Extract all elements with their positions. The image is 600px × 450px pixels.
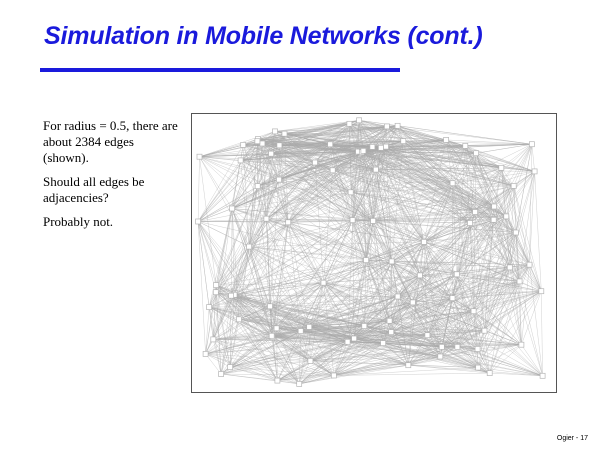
graph-node	[371, 218, 376, 223]
graph-node	[511, 183, 516, 188]
graph-node	[237, 317, 242, 322]
graph-node	[471, 309, 476, 314]
graph-node	[277, 143, 282, 148]
graph-node	[273, 129, 278, 134]
graph-node	[378, 145, 383, 150]
graph-edge-set	[198, 120, 542, 384]
graph-node	[228, 365, 233, 370]
graph-node	[275, 378, 280, 383]
graph-node	[410, 300, 415, 305]
graph-node	[214, 283, 219, 288]
graph-node	[255, 184, 260, 189]
graph-node	[468, 221, 473, 226]
paragraph-question: Should all edges be adjacencies?	[43, 174, 145, 205]
graph-node	[513, 230, 518, 235]
graph-node	[331, 373, 336, 378]
graph-node	[247, 244, 252, 249]
graph-node	[387, 318, 392, 323]
network-graph-frame	[191, 113, 557, 393]
graph-node	[507, 265, 512, 270]
graph-node	[384, 144, 389, 149]
graph-node	[454, 272, 459, 277]
graph-node	[211, 337, 216, 342]
graph-node	[269, 151, 274, 156]
graph-node	[450, 181, 455, 186]
graph-node	[241, 142, 246, 147]
slide-footer: Ogier - 17	[556, 435, 588, 442]
graph-node	[517, 279, 522, 284]
graph-node	[370, 144, 375, 149]
graph-node	[207, 305, 212, 310]
paragraph-answer: Probably not.	[43, 214, 114, 229]
graph-node	[277, 177, 282, 182]
graph-node	[401, 139, 406, 144]
graph-node	[422, 239, 427, 244]
graph-node	[328, 142, 333, 147]
graph-node	[439, 344, 444, 349]
graph-node	[362, 324, 367, 329]
graph-node	[361, 148, 366, 153]
graph-node	[255, 139, 260, 144]
graph-node	[229, 293, 234, 298]
graph-node	[487, 371, 492, 376]
graph-node	[395, 123, 400, 128]
graph-node	[395, 294, 400, 299]
graph-node	[268, 304, 273, 309]
graph-node	[197, 154, 202, 159]
graph-node	[455, 344, 460, 349]
graph-node	[345, 339, 350, 344]
graph-node	[364, 258, 369, 263]
graph-node	[389, 259, 394, 264]
slide-title: Simulation in Mobile Networks (cont.)	[44, 22, 483, 50]
graph-node	[269, 333, 274, 338]
graph-node	[264, 216, 269, 221]
graph-node	[463, 143, 468, 148]
graph-node	[476, 365, 481, 370]
graph-node	[450, 296, 455, 301]
graph-node	[491, 217, 496, 222]
graph-edges	[198, 120, 542, 384]
graph-node	[213, 290, 218, 295]
graph-node	[348, 190, 353, 195]
graph-node	[499, 165, 504, 170]
graph-node	[425, 333, 430, 338]
graph-node	[406, 363, 411, 368]
graph-node	[238, 158, 243, 163]
graph-node	[357, 118, 362, 123]
graph-node	[274, 326, 279, 331]
title-underline	[40, 68, 400, 72]
graph-node	[389, 330, 394, 335]
graph-node	[373, 167, 378, 172]
graph-node	[307, 324, 312, 329]
graph-node	[282, 131, 287, 136]
graph-node	[286, 220, 291, 225]
graph-node	[350, 218, 355, 223]
graph-node	[352, 336, 357, 341]
graph-node	[260, 141, 265, 146]
graph-node	[474, 151, 479, 156]
graph-node	[504, 214, 509, 219]
graph-node	[417, 273, 422, 278]
graph-node	[347, 121, 352, 126]
graph-node	[298, 329, 303, 334]
graph-node	[539, 289, 544, 294]
graph-node	[297, 381, 302, 386]
graph-node	[519, 342, 524, 347]
graph-node	[492, 204, 497, 209]
graph-node	[475, 346, 480, 351]
graph-node	[381, 341, 386, 346]
network-graph	[192, 114, 556, 392]
graph-node	[308, 358, 313, 363]
graph-node	[532, 169, 537, 174]
graph-node	[444, 137, 449, 142]
graph-node	[203, 351, 208, 356]
graph-node	[313, 160, 318, 165]
graph-node	[321, 280, 326, 285]
graph-node	[527, 262, 532, 267]
graph-node	[529, 142, 534, 147]
graph-node	[230, 206, 235, 211]
graph-node	[196, 219, 201, 224]
graph-node	[438, 354, 443, 359]
graph-node	[482, 328, 487, 333]
graph-node	[384, 124, 389, 129]
graph-node	[473, 210, 478, 215]
graph-node	[540, 373, 545, 378]
slide-body	[43, 118, 183, 238]
paragraph-radius: For radius = 0.5, there are about 2384 edges (shown).	[43, 118, 178, 165]
graph-node	[219, 372, 224, 377]
graph-node	[330, 168, 335, 173]
